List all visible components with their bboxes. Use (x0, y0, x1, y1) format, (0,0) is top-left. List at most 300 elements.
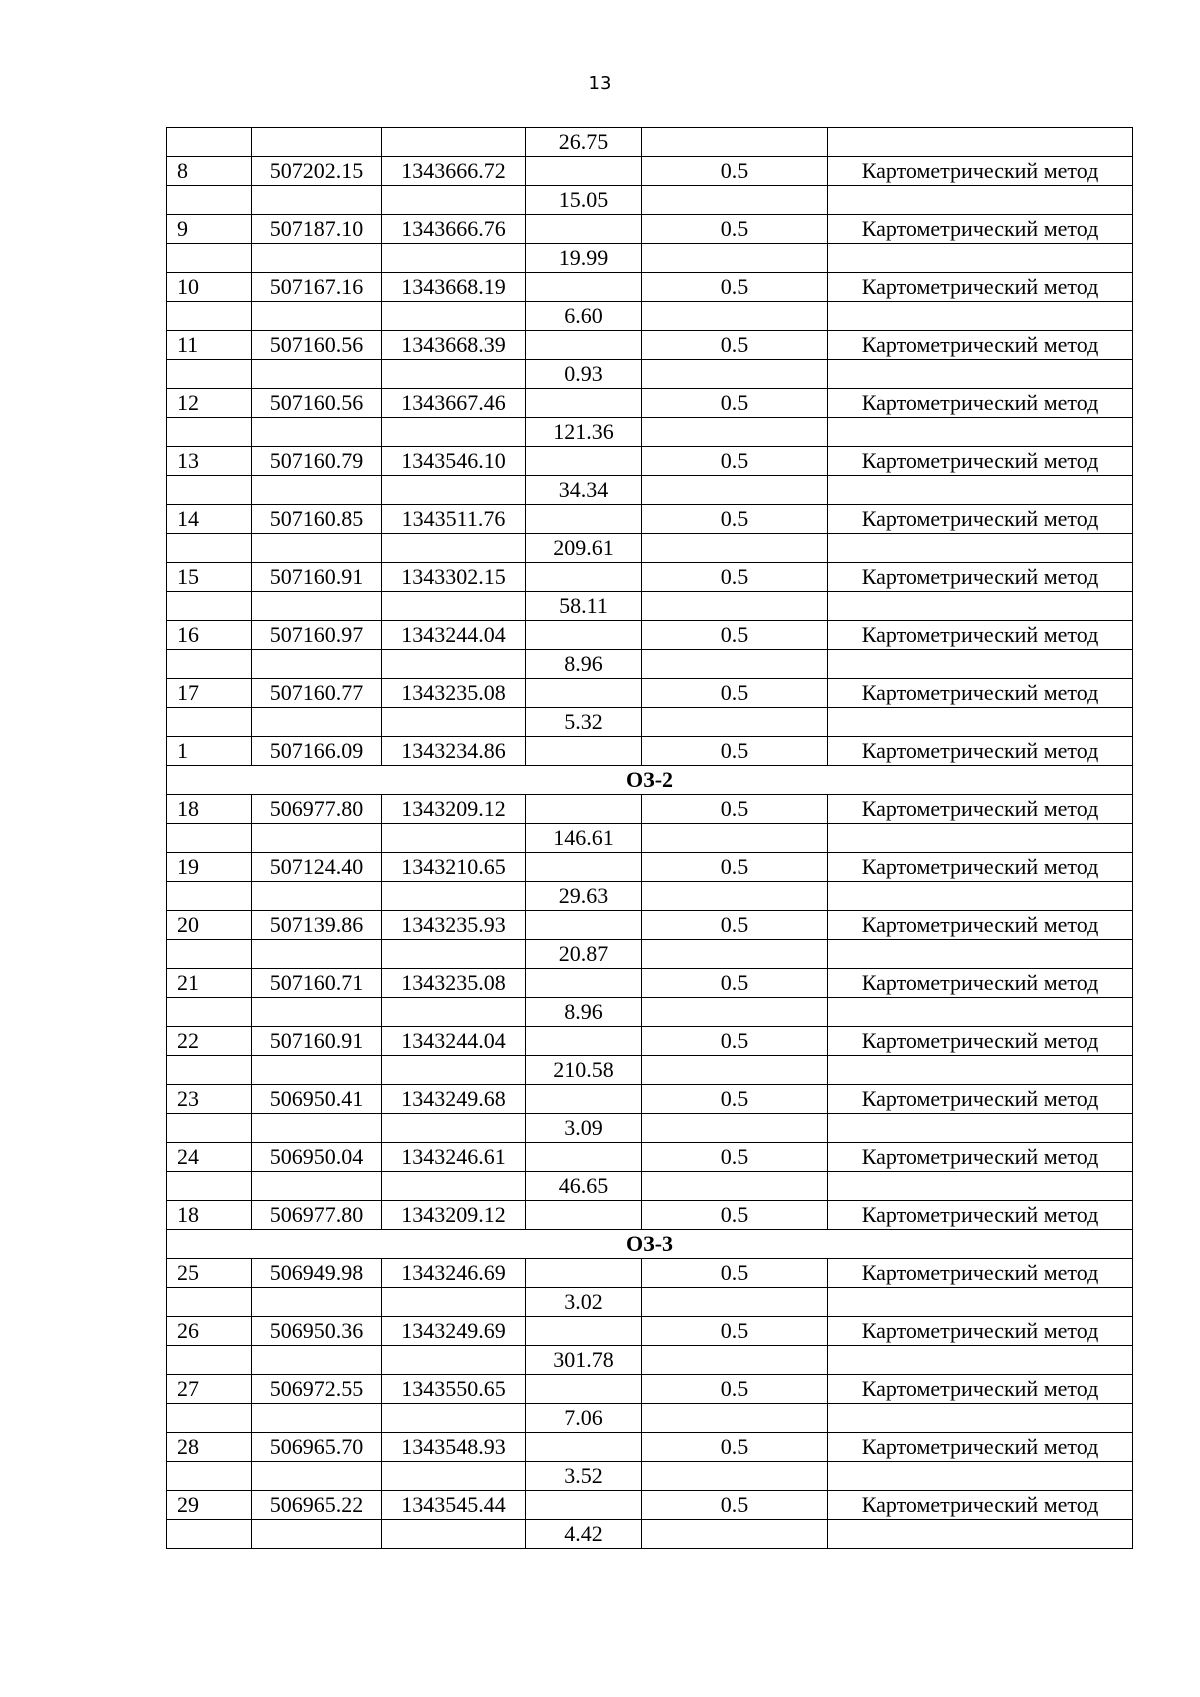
precision-value: 0.5 (642, 737, 828, 766)
point-number: 28 (167, 1433, 252, 1462)
empty-cell (828, 534, 1133, 563)
distance-cell (526, 505, 642, 534)
distance-cell (526, 969, 642, 998)
method-value: Картометрический метод (828, 273, 1133, 302)
coord-x: 506949.98 (252, 1259, 382, 1288)
empty-cell (252, 360, 382, 389)
coord-y: 1343548.93 (382, 1433, 526, 1462)
point-row (167, 1143, 1133, 1172)
distance-value: 121.36 (526, 418, 642, 447)
distance-row (167, 476, 1133, 505)
coord-x: 506950.04 (252, 1143, 382, 1172)
coord-y: 1343546.10 (382, 447, 526, 476)
method-value: Картометрический метод (828, 795, 1133, 824)
distance-value: 26.75 (526, 128, 642, 157)
coord-y: 1343244.04 (382, 621, 526, 650)
method-value: Картометрический метод (828, 737, 1133, 766)
distance-row (167, 302, 1133, 331)
empty-cell (167, 882, 252, 911)
empty-cell (252, 1462, 382, 1491)
empty-cell (828, 940, 1133, 969)
point-number: 15 (167, 563, 252, 592)
empty-cell (382, 186, 526, 215)
section-row (167, 766, 1133, 795)
coord-x: 507166.09 (252, 737, 382, 766)
empty-cell (252, 1404, 382, 1433)
method-value: Картометрический метод (828, 1375, 1133, 1404)
empty-cell (642, 476, 828, 505)
empty-cell (382, 1056, 526, 1085)
coord-y: 1343209.12 (382, 795, 526, 824)
point-number: 27 (167, 1375, 252, 1404)
empty-cell (828, 128, 1133, 157)
empty-cell (828, 302, 1133, 331)
empty-cell (828, 650, 1133, 679)
empty-cell (167, 534, 252, 563)
distance-row (167, 650, 1133, 679)
coord-x: 507187.10 (252, 215, 382, 244)
coord-x: 507202.15 (252, 157, 382, 186)
method-value: Картометрический метод (828, 911, 1133, 940)
empty-cell (252, 128, 382, 157)
distance-value: 34.34 (526, 476, 642, 505)
distance-row (167, 1056, 1133, 1085)
point-number: 17 (167, 679, 252, 708)
point-number: 24 (167, 1143, 252, 1172)
point-number: 23 (167, 1085, 252, 1114)
distance-cell (526, 1143, 642, 1172)
coord-x: 506950.41 (252, 1085, 382, 1114)
distance-row (167, 186, 1133, 215)
section-title: ОЗ-2 (167, 766, 1133, 795)
distance-value: 5.32 (526, 708, 642, 737)
empty-cell (167, 940, 252, 969)
point-row (167, 795, 1133, 824)
coord-y: 1343668.39 (382, 331, 526, 360)
coord-y: 1343550.65 (382, 1375, 526, 1404)
empty-cell (252, 940, 382, 969)
empty-cell (382, 882, 526, 911)
point-row (167, 389, 1133, 418)
distance-value: 19.99 (526, 244, 642, 273)
coord-x: 507160.71 (252, 969, 382, 998)
method-value: Картометрический метод (828, 1027, 1133, 1056)
distance-row (167, 1288, 1133, 1317)
distance-cell (526, 1201, 642, 1230)
empty-cell (382, 244, 526, 273)
empty-cell (828, 1404, 1133, 1433)
point-row (167, 1433, 1133, 1462)
empty-cell (828, 1520, 1133, 1549)
distance-row (167, 1520, 1133, 1549)
empty-cell (167, 1462, 252, 1491)
distance-cell (526, 1433, 642, 1462)
distance-value: 3.02 (526, 1288, 642, 1317)
point-row (167, 273, 1133, 302)
distance-row (167, 534, 1133, 563)
empty-cell (642, 882, 828, 911)
distance-value: 15.05 (526, 186, 642, 215)
empty-cell (642, 940, 828, 969)
distance-value: 46.65 (526, 1172, 642, 1201)
method-value: Картометрический метод (828, 1143, 1133, 1172)
precision-value: 0.5 (642, 1143, 828, 1172)
empty-cell (642, 650, 828, 679)
coord-x: 507160.97 (252, 621, 382, 650)
point-number: 16 (167, 621, 252, 650)
empty-cell (828, 418, 1133, 447)
empty-cell (642, 128, 828, 157)
distance-row (167, 360, 1133, 389)
coord-x: 506977.80 (252, 795, 382, 824)
empty-cell (252, 1346, 382, 1375)
coord-x: 507160.56 (252, 389, 382, 418)
empty-cell (167, 592, 252, 621)
empty-cell (642, 360, 828, 389)
precision-value: 0.5 (642, 447, 828, 476)
point-row (167, 1027, 1133, 1056)
empty-cell (382, 360, 526, 389)
empty-cell (382, 476, 526, 505)
coord-x: 507160.79 (252, 447, 382, 476)
point-number: 11 (167, 331, 252, 360)
empty-cell (167, 1114, 252, 1143)
distance-row (167, 418, 1133, 447)
empty-cell (382, 1520, 526, 1549)
empty-cell (252, 1114, 382, 1143)
empty-cell (252, 1172, 382, 1201)
distance-value: 58.11 (526, 592, 642, 621)
empty-cell (252, 650, 382, 679)
precision-value: 0.5 (642, 911, 828, 940)
point-row (167, 215, 1133, 244)
point-row (167, 505, 1133, 534)
point-number: 10 (167, 273, 252, 302)
empty-cell (382, 1114, 526, 1143)
coord-y: 1343235.08 (382, 969, 526, 998)
distance-cell (526, 911, 642, 940)
empty-cell (642, 1520, 828, 1549)
empty-cell (642, 998, 828, 1027)
method-value: Картометрический метод (828, 505, 1133, 534)
section-title: ОЗ-3 (167, 1230, 1133, 1259)
distance-cell (526, 621, 642, 650)
precision-value: 0.5 (642, 1027, 828, 1056)
empty-cell (828, 186, 1133, 215)
empty-cell (642, 244, 828, 273)
empty-cell (382, 128, 526, 157)
coord-y: 1343234.86 (382, 737, 526, 766)
point-number: 1 (167, 737, 252, 766)
coord-y: 1343302.15 (382, 563, 526, 592)
precision-value: 0.5 (642, 389, 828, 418)
empty-cell (167, 1520, 252, 1549)
empty-cell (252, 244, 382, 273)
coord-x: 507167.16 (252, 273, 382, 302)
coord-x: 506965.22 (252, 1491, 382, 1520)
distance-row (167, 1114, 1133, 1143)
empty-cell (828, 1114, 1133, 1143)
empty-cell (382, 1462, 526, 1491)
distance-value: 8.96 (526, 998, 642, 1027)
empty-cell (252, 592, 382, 621)
coord-x: 506972.55 (252, 1375, 382, 1404)
page-number: 13 (588, 73, 612, 94)
precision-value: 0.5 (642, 1201, 828, 1230)
empty-cell (642, 824, 828, 853)
precision-value: 0.5 (642, 1085, 828, 1114)
precision-value: 0.5 (642, 331, 828, 360)
distance-cell (526, 1259, 642, 1288)
empty-cell (382, 1288, 526, 1317)
coord-y: 1343249.68 (382, 1085, 526, 1114)
empty-cell (382, 1172, 526, 1201)
empty-cell (382, 708, 526, 737)
point-row (167, 911, 1133, 940)
point-row (167, 969, 1133, 998)
point-number: 29 (167, 1491, 252, 1520)
precision-value: 0.5 (642, 621, 828, 650)
coord-y: 1343666.76 (382, 215, 526, 244)
section-row (167, 1230, 1133, 1259)
empty-cell (828, 244, 1133, 273)
point-row (167, 1259, 1133, 1288)
precision-value: 0.5 (642, 1259, 828, 1288)
empty-cell (252, 708, 382, 737)
coord-x: 506950.36 (252, 1317, 382, 1346)
coord-y: 1343667.46 (382, 389, 526, 418)
point-row (167, 331, 1133, 360)
coord-y: 1343249.69 (382, 1317, 526, 1346)
distance-row (167, 1346, 1133, 1375)
empty-cell (252, 1288, 382, 1317)
coord-y: 1343511.76 (382, 505, 526, 534)
distance-cell (526, 1027, 642, 1056)
empty-cell (252, 186, 382, 215)
distance-cell (526, 447, 642, 476)
method-value: Картометрический метод (828, 969, 1133, 998)
empty-cell (382, 650, 526, 679)
coord-x: 507160.91 (252, 563, 382, 592)
empty-cell (642, 708, 828, 737)
distance-cell (526, 795, 642, 824)
empty-cell (828, 1288, 1133, 1317)
coord-y: 1343210.65 (382, 853, 526, 882)
coord-y: 1343246.61 (382, 1143, 526, 1172)
empty-cell (167, 650, 252, 679)
coord-y: 1343666.72 (382, 157, 526, 186)
empty-cell (642, 1462, 828, 1491)
empty-cell (167, 708, 252, 737)
point-number: 19 (167, 853, 252, 882)
method-value: Картометрический метод (828, 157, 1133, 186)
empty-cell (828, 882, 1133, 911)
empty-cell (252, 418, 382, 447)
point-row (167, 1375, 1133, 1404)
precision-value: 0.5 (642, 1491, 828, 1520)
precision-value: 0.5 (642, 969, 828, 998)
empty-cell (167, 418, 252, 447)
empty-cell (382, 1346, 526, 1375)
empty-cell (167, 1404, 252, 1433)
method-value: Картометрический метод (828, 563, 1133, 592)
precision-value: 0.5 (642, 157, 828, 186)
precision-value: 0.5 (642, 679, 828, 708)
precision-value: 0.5 (642, 215, 828, 244)
empty-cell (828, 998, 1133, 1027)
method-value: Картометрический метод (828, 853, 1133, 882)
distance-cell (526, 1317, 642, 1346)
method-value: Картометрический метод (828, 1259, 1133, 1288)
empty-cell (642, 1172, 828, 1201)
point-row (167, 1317, 1133, 1346)
method-value: Картометрический метод (828, 215, 1133, 244)
distance-cell (526, 1375, 642, 1404)
coord-y: 1343246.69 (382, 1259, 526, 1288)
point-number: 12 (167, 389, 252, 418)
distance-value: 7.06 (526, 1404, 642, 1433)
empty-cell (252, 882, 382, 911)
distance-row (167, 998, 1133, 1027)
coord-x: 507160.85 (252, 505, 382, 534)
distance-value: 6.60 (526, 302, 642, 331)
empty-cell (252, 302, 382, 331)
point-row (167, 737, 1133, 766)
point-number: 13 (167, 447, 252, 476)
distance-value: 146.61 (526, 824, 642, 853)
empty-cell (828, 592, 1133, 621)
point-number: 18 (167, 1201, 252, 1230)
distance-cell (526, 389, 642, 418)
point-row (167, 1201, 1133, 1230)
empty-cell (167, 244, 252, 273)
empty-cell (167, 1172, 252, 1201)
empty-cell (382, 534, 526, 563)
precision-value: 0.5 (642, 795, 828, 824)
distance-cell (526, 215, 642, 244)
method-value: Картометрический метод (828, 679, 1133, 708)
distance-value: 210.58 (526, 1056, 642, 1085)
method-value: Картометрический метод (828, 1085, 1133, 1114)
method-value: Картометрический метод (828, 389, 1133, 418)
distance-cell (526, 853, 642, 882)
distance-row (167, 244, 1133, 273)
empty-cell (252, 824, 382, 853)
point-number: 20 (167, 911, 252, 940)
empty-cell (167, 360, 252, 389)
distance-value: 0.93 (526, 360, 642, 389)
distance-cell (526, 679, 642, 708)
point-number: 25 (167, 1259, 252, 1288)
point-row (167, 621, 1133, 650)
empty-cell (167, 1056, 252, 1085)
distance-value: 20.87 (526, 940, 642, 969)
distance-value: 209.61 (526, 534, 642, 563)
empty-cell (828, 1462, 1133, 1491)
empty-cell (382, 1404, 526, 1433)
distance-row (167, 940, 1133, 969)
empty-cell (828, 1056, 1133, 1085)
point-number: 21 (167, 969, 252, 998)
distance-row (167, 592, 1133, 621)
coord-y: 1343235.93 (382, 911, 526, 940)
method-value: Картометрический метод (828, 1433, 1133, 1462)
coordinates-table (166, 127, 1133, 1549)
method-value: Картометрический метод (828, 331, 1133, 360)
empty-cell (828, 476, 1133, 505)
precision-value: 0.5 (642, 563, 828, 592)
empty-cell (167, 824, 252, 853)
method-value: Картометрический метод (828, 621, 1133, 650)
empty-cell (642, 592, 828, 621)
point-row (167, 1085, 1133, 1114)
point-number: 14 (167, 505, 252, 534)
coord-x: 506977.80 (252, 1201, 382, 1230)
empty-cell (642, 1346, 828, 1375)
distance-cell (526, 1491, 642, 1520)
empty-cell (828, 1172, 1133, 1201)
point-row (167, 447, 1133, 476)
coord-x: 507124.40 (252, 853, 382, 882)
distance-row (167, 1404, 1133, 1433)
precision-value: 0.5 (642, 273, 828, 302)
empty-cell (382, 998, 526, 1027)
method-value: Картометрический метод (828, 1491, 1133, 1520)
point-row (167, 1491, 1133, 1520)
precision-value: 0.5 (642, 1375, 828, 1404)
distance-row (167, 882, 1133, 911)
empty-cell (828, 824, 1133, 853)
precision-value: 0.5 (642, 853, 828, 882)
empty-cell (642, 1056, 828, 1085)
empty-cell (252, 476, 382, 505)
empty-cell (167, 1346, 252, 1375)
empty-cell (252, 998, 382, 1027)
distance-row (167, 1172, 1133, 1201)
point-number: 9 (167, 215, 252, 244)
empty-cell (642, 302, 828, 331)
empty-cell (382, 592, 526, 621)
coord-y: 1343235.08 (382, 679, 526, 708)
empty-cell (167, 186, 252, 215)
empty-cell (828, 708, 1133, 737)
distance-value: 4.42 (526, 1520, 642, 1549)
empty-cell (642, 1114, 828, 1143)
empty-cell (642, 418, 828, 447)
point-number: 26 (167, 1317, 252, 1346)
distance-cell (526, 737, 642, 766)
point-row (167, 679, 1133, 708)
empty-cell (252, 1056, 382, 1085)
point-number: 22 (167, 1027, 252, 1056)
method-value: Картометрический метод (828, 447, 1133, 476)
method-value: Картометрический метод (828, 1317, 1133, 1346)
table-body (167, 128, 1133, 1549)
precision-value: 0.5 (642, 1317, 828, 1346)
distance-row (167, 1462, 1133, 1491)
coord-x: 507160.91 (252, 1027, 382, 1056)
empty-cell (642, 1288, 828, 1317)
empty-cell (252, 1520, 382, 1549)
precision-value: 0.5 (642, 505, 828, 534)
coord-y: 1343209.12 (382, 1201, 526, 1230)
method-value: Картометрический метод (828, 1201, 1133, 1230)
distance-value: 29.63 (526, 882, 642, 911)
distance-row (167, 128, 1133, 157)
distance-value: 3.52 (526, 1462, 642, 1491)
distance-row (167, 824, 1133, 853)
point-row (167, 157, 1133, 186)
